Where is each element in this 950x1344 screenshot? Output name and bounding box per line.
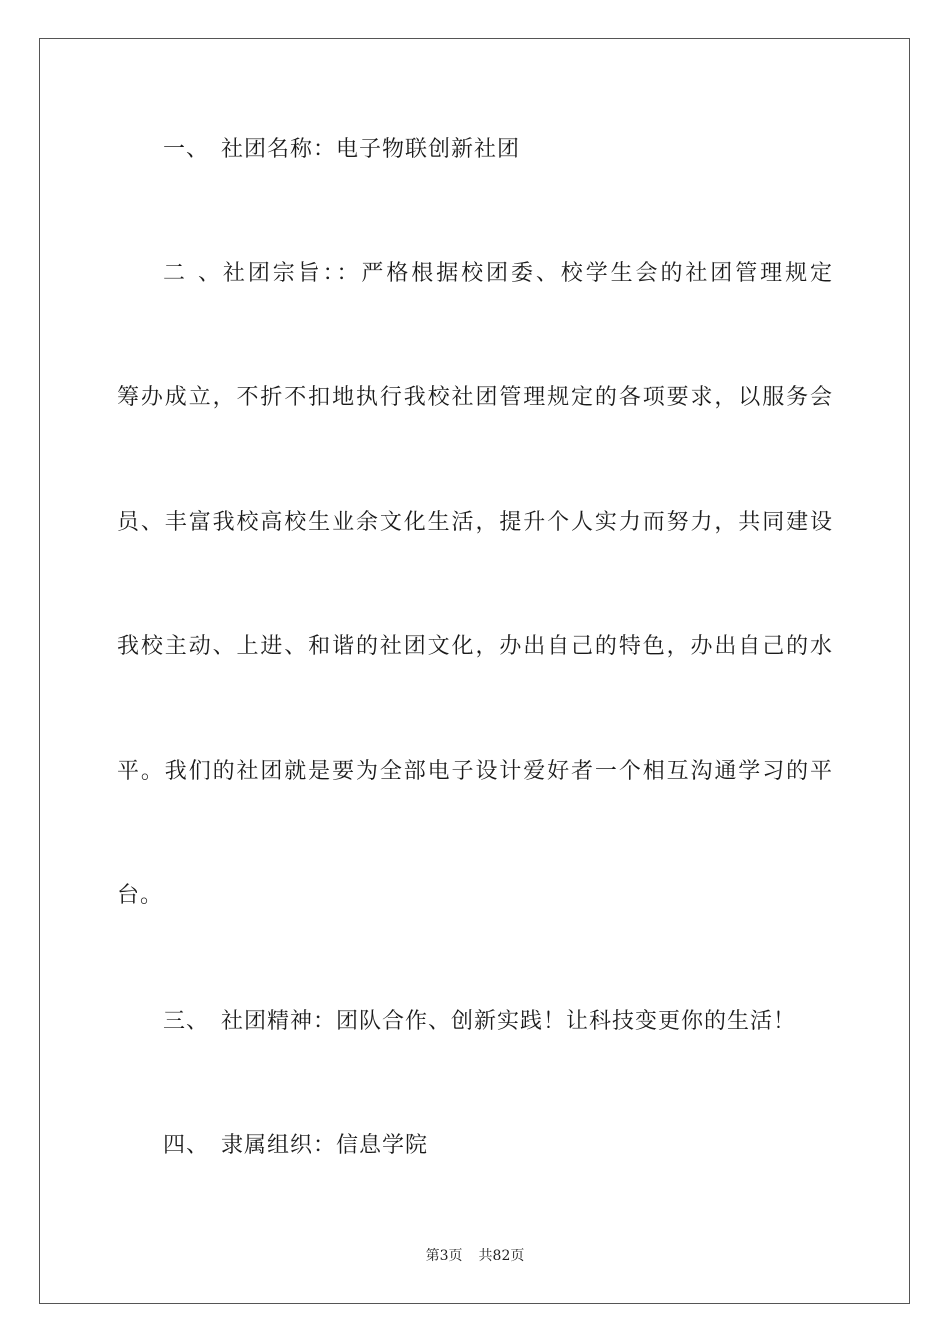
section-text: 社团宗旨：：严格根据校团委、校学生会的社团管理规定 [221, 261, 833, 286]
paragraph-line: 我校主动、上进、和谐的社团文化，办出自己的特色，办出自己的水 [117, 634, 833, 659]
paragraph-line: 员、丰富我校高校生业余文化生活，提升个人实力而努力，共同建设 [117, 510, 833, 535]
section-number: 一、 [163, 137, 210, 162]
section-number: 三、 [163, 1009, 210, 1034]
paragraph-line: 平。我们的社团就是要为全部电子设计爱好者一个相互沟通学习的平 [117, 759, 833, 784]
section-3 [163, 1007, 833, 1037]
page-total: 共82页 [478, 1248, 525, 1264]
section-number: 二、 [163, 261, 221, 286]
section-4 [163, 1131, 833, 1161]
section-text: 隶属组织：信息学院 [221, 1133, 429, 1158]
paragraph-line: 台。 [117, 883, 164, 908]
section-2 [163, 259, 833, 289]
paragraph-line: 筹办成立，不折不扣地执行我校社团管理规定的各项要求，以服务会 [117, 385, 833, 410]
page-border [39, 38, 910, 1304]
section-text: 社团名称：电子物联创新社团 [221, 137, 521, 162]
page-number: 第3页 [425, 1248, 463, 1264]
section-number: 四、 [163, 1133, 210, 1158]
page-footer [0, 1247, 950, 1265]
section-1 [163, 135, 833, 165]
section-text: 社团精神：团队合作、创新实践！让科技变更你的生活！ [221, 1009, 797, 1034]
